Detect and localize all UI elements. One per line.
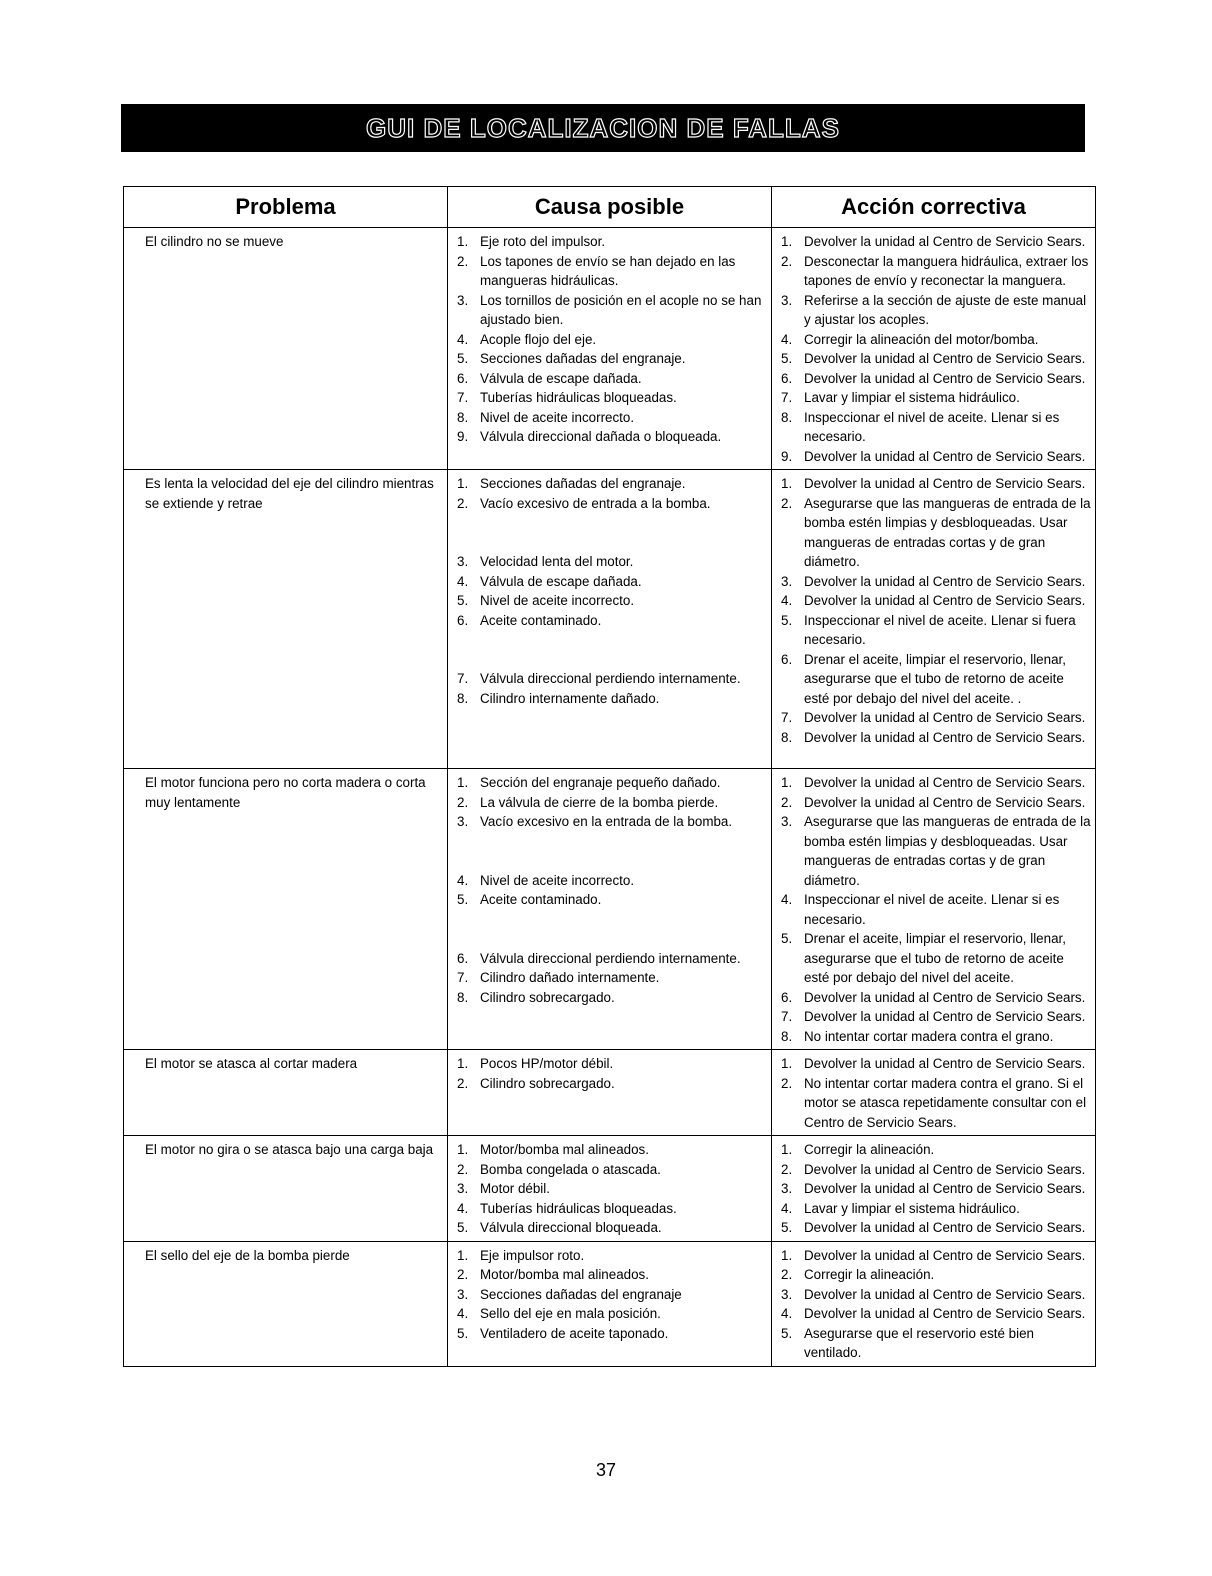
item-text: Vacío excesivo en la entrada de la bomba.: [480, 814, 733, 829]
item-number: 5.: [781, 1325, 793, 1341]
problem-cell: [124, 1050, 448, 1136]
list-item: [451, 572, 768, 592]
item-text: Ventiladero de aceite taponado.: [480, 1325, 669, 1341]
item-number: 2.: [781, 1161, 793, 1177]
item-number: 7.: [781, 390, 793, 405]
item-number: 1.: [781, 1142, 793, 1157]
cause-cell: [448, 1050, 772, 1136]
problem-text: El cilindro no se mueve: [145, 234, 284, 249]
item-text: Eje roto del impulsor.: [480, 234, 606, 249]
item-number: 4.: [781, 892, 793, 907]
problem-text: El sello del eje de la bomba pierde: [145, 1247, 350, 1263]
item-text: Devolver la unidad al Centro de Servicio Sears.: [804, 370, 1086, 386]
list-item: [451, 552, 768, 572]
list-item: [451, 611, 768, 631]
item-text: Referirse a la sección de ajuste de este manual y ajustar los acoples.: [804, 292, 1087, 327]
item-number: 4.: [781, 593, 793, 608]
header-action: Acción correctiva: [772, 187, 1096, 228]
list-item: [451, 427, 768, 447]
list-item: [775, 1179, 1092, 1199]
problem-text: Es lenta la velocidad del eje del cilindro mientras se extiende y retrae: [145, 476, 434, 511]
item-number: 2.: [781, 1075, 793, 1091]
item-text: Devolver la unidad al Centro de Servicio Sears.: [804, 775, 1086, 790]
item-text: Bomba congelada o atascada.: [480, 1161, 661, 1177]
item-text: Secciones dañadas del engranaje: [480, 1286, 682, 1302]
item-number: 6.: [457, 950, 469, 966]
item-text: Devolver la unidad al Centro de Servicio Sears.: [804, 1286, 1086, 1302]
list-item: [775, 1285, 1092, 1305]
list-item: [451, 494, 768, 514]
list-item: [775, 447, 1092, 467]
table-row: [124, 1136, 1096, 1242]
list-item: [451, 968, 768, 988]
list-item: [451, 949, 768, 969]
item-number: 2.: [781, 495, 793, 511]
item-number: 5.: [457, 593, 469, 608]
list-item: [775, 1218, 1092, 1238]
table-row: [124, 470, 1096, 769]
header-cause: Causa posible: [448, 187, 772, 228]
item-number: 1.: [781, 1056, 793, 1071]
list-item: [775, 812, 1092, 890]
item-number: 9.: [457, 429, 469, 444]
item-text: No intentar cortar madera contra el grano.: [804, 1028, 1054, 1044]
list-item: [451, 1285, 768, 1305]
item-number: 3.: [457, 1181, 469, 1196]
list-item: [451, 388, 768, 408]
item-number: 1.: [781, 476, 793, 491]
item-text: Devolver la unidad al Centro de Servicio Sears.: [804, 729, 1086, 745]
item-number: 5.: [781, 931, 793, 946]
item-text: Sección del engranaje pequeño dañado.: [480, 775, 721, 790]
action-cell: [772, 1050, 1096, 1136]
list-item: [775, 611, 1092, 650]
item-number: 8.: [457, 690, 469, 706]
item-number: 2.: [457, 1075, 469, 1091]
list-item: [451, 689, 768, 709]
item-text: Devolver la unidad al Centro de Servicio Sears.: [804, 573, 1086, 589]
item-text: Nivel de aceite incorrecto.: [480, 593, 635, 608]
list-item: [775, 388, 1092, 408]
cause-cell: [448, 470, 772, 769]
action-cell-list: [775, 474, 1092, 747]
list-item: [775, 252, 1092, 291]
item-text: Motor/bomba mal alineados.: [480, 1142, 649, 1157]
list-item: [451, 871, 768, 891]
list-item: [451, 1074, 768, 1094]
item-text: Devolver la unidad al Centro de Servicio Sears.: [804, 1220, 1086, 1235]
list-item: [451, 349, 768, 369]
item-text: Válvula direccional dañada o bloqueada.: [480, 429, 722, 444]
list-item: [775, 650, 1092, 709]
item-text: Desconectar la manguera hidráulica, extraer los tapones de envío y reconectar la manguera.: [804, 253, 1089, 288]
item-text: Motor débil.: [480, 1181, 550, 1196]
item-text: Devolver la unidad al Centro de Servicio Sears.: [804, 1009, 1086, 1024]
action-cell: [772, 1241, 1096, 1366]
item-text: Devolver la unidad al Centro de Servicio Sears.: [804, 710, 1086, 725]
item-text: Vacío excesivo de entrada a la bomba.: [480, 495, 711, 511]
item-number: 4.: [457, 573, 469, 589]
item-number: 6.: [457, 370, 469, 386]
list-item: [451, 890, 768, 910]
list-item: [775, 1246, 1092, 1266]
item-number: 5.: [457, 351, 469, 366]
item-number: 1.: [457, 1247, 469, 1263]
item-text: Motor/bomba mal alineados.: [480, 1267, 649, 1282]
item-number: 3.: [457, 292, 469, 308]
list-item: [775, 708, 1092, 728]
problem-cell: [124, 470, 448, 769]
item-number: 2.: [457, 495, 469, 511]
item-text: Devolver la unidad al Centro de Servicio Sears.: [804, 476, 1086, 491]
item-text: Devolver la unidad al Centro de Servicio Sears.: [804, 1306, 1086, 1321]
item-number: 3.: [781, 1286, 793, 1302]
item-text: No intentar cortar madera contra el grano. Si el motor se atasca repetidamente consultar con el Centro de Servicio Sears.: [804, 1075, 1087, 1130]
list-item: [775, 988, 1092, 1008]
list-item: [775, 291, 1092, 330]
item-text: Devolver la unidad al Centro de Servicio Sears.: [804, 448, 1086, 464]
list-item: [451, 1218, 768, 1238]
item-number: 3.: [781, 292, 793, 308]
item-number: 7.: [457, 970, 469, 985]
item-text: Asegurarse que el reservorio esté bien ventilado.: [804, 1325, 1035, 1360]
item-number: 1.: [781, 234, 793, 249]
item-number: 8.: [781, 1028, 793, 1044]
action-cell-list: [775, 232, 1092, 466]
list-item: [775, 773, 1092, 793]
cause-cell-list: [451, 474, 768, 708]
list-item: [775, 474, 1092, 494]
item-text: Devolver la unidad al Centro de Servicio Sears.: [804, 989, 1086, 1005]
list-item: [775, 793, 1092, 813]
item-text: Drenar el aceite, limpiar el reservorio, llenar, asegurarse que el tubo de retorno de aceite esté por debajo del nivel del aceite. .: [804, 651, 1066, 706]
item-number: 1.: [457, 1056, 469, 1071]
item-number: 4.: [457, 1306, 469, 1321]
item-text: Devolver la unidad al Centro de Servicio Sears.: [804, 1161, 1086, 1177]
item-text: Válvula de escape dañada.: [480, 573, 642, 589]
troubleshooting-table: [123, 186, 1096, 1367]
item-text: Los tornillos de posición en el acople no se han ajustado bien.: [480, 292, 762, 327]
item-number: 4.: [781, 1306, 793, 1321]
item-text: Asegurarse que las mangueras de entrada de la bomba estén limpias y desbloqueadas. Usar mangueras de entradas cortas y de gran diámetro.: [804, 814, 1091, 888]
item-text: Secciones dañadas del engranaje.: [480, 351, 686, 366]
item-text: Devolver la unidad al Centro de Servicio Sears.: [804, 1056, 1086, 1071]
item-text: Velocidad lenta del motor.: [480, 554, 634, 569]
item-text: Lavar y limpiar el sistema hidráulico.: [804, 1200, 1020, 1216]
table-row: [124, 228, 1096, 470]
item-text: Corregir la alineación.: [804, 1267, 935, 1282]
action-cell: [772, 1136, 1096, 1242]
list-item: [775, 1007, 1092, 1027]
action-cell-list: [775, 1140, 1092, 1238]
item-text: Inspeccionar el nivel de aceite. Llenar si es necesario.: [804, 892, 1060, 927]
list-item: [775, 591, 1092, 611]
item-text: Asegurarse que las mangueras de entrada de la bomba estén limpias y desbloqueadas. Usar mangueras de entradas cortas y de gran diámetro.: [804, 495, 1091, 569]
item-number: 6.: [781, 370, 793, 386]
problem-text: El motor funciona pero no corta madera o corta muy lentamente: [145, 775, 426, 810]
table-row: [124, 1241, 1096, 1366]
item-text: Nivel de aceite incorrecto.: [480, 872, 635, 888]
cause-cell: [448, 769, 772, 1050]
item-number: 1.: [781, 775, 793, 790]
item-number: 4.: [781, 1200, 793, 1216]
item-number: 2.: [457, 794, 469, 810]
list-item: [451, 988, 768, 1008]
list-item: [451, 1265, 768, 1285]
item-text: Válvula direccional perdiendo internamente.: [480, 950, 741, 966]
list-item: [775, 408, 1092, 447]
item-number: 3.: [781, 1181, 793, 1196]
item-text: Drenar el aceite, limpiar el reservorio, llenar, asegurarse que el tubo de retorno de aceite esté por debajo del nivel del aceite.: [804, 931, 1066, 985]
item-text: Pocos HP/motor débil.: [480, 1056, 614, 1071]
item-number: 8.: [457, 409, 469, 425]
item-text: Válvula de escape dañada.: [480, 370, 642, 386]
cause-cell: [448, 1136, 772, 1242]
item-number: 5.: [781, 612, 793, 628]
list-item: [451, 369, 768, 389]
item-number: 7.: [457, 671, 469, 686]
item-text: Cilindro sobrecargado.: [480, 1075, 615, 1091]
item-number: 8.: [457, 989, 469, 1005]
list-item: [775, 1304, 1092, 1324]
item-number: 3.: [457, 1286, 469, 1302]
list-item: [451, 330, 768, 350]
item-text: Devolver la unidad al Centro de Servicio Sears.: [804, 1181, 1086, 1196]
item-number: 4.: [781, 331, 793, 347]
item-number: 7.: [457, 390, 469, 405]
item-number: 1.: [457, 775, 469, 790]
item-number: 1.: [781, 1247, 793, 1263]
item-number: 4.: [457, 872, 469, 888]
list-item: [775, 890, 1092, 929]
list-item: [775, 1265, 1092, 1285]
item-number: 2.: [457, 1267, 469, 1282]
cause-cell-list: [451, 232, 768, 447]
list-item: [451, 232, 768, 252]
item-number: 3.: [457, 554, 469, 569]
list-item: [451, 291, 768, 330]
list-item: [451, 1179, 768, 1199]
item-text: Devolver la unidad al Centro de Servicio Sears.: [804, 1247, 1086, 1263]
item-text: La válvula de cierre de la bomba pierde.: [480, 794, 719, 810]
item-number: 1.: [457, 1142, 469, 1157]
table-header-row: [124, 187, 1096, 228]
action-cell: [772, 228, 1096, 470]
list-item: [451, 408, 768, 428]
item-text: Cilindro sobrecargado.: [480, 989, 615, 1005]
item-number: 9.: [781, 448, 793, 464]
list-item: [775, 1140, 1092, 1160]
list-item: [775, 929, 1092, 988]
list-item: [451, 591, 768, 611]
item-number: 6.: [781, 989, 793, 1005]
action-cell-list: [775, 1054, 1092, 1132]
table-row: [124, 1050, 1096, 1136]
item-number: 8.: [781, 409, 793, 425]
item-text: Tuberías hidráulicas bloqueadas.: [480, 1200, 677, 1216]
item-text: Lavar y limpiar el sistema hidráulico.: [804, 390, 1020, 405]
item-number: 2.: [781, 794, 793, 810]
item-number: 6.: [781, 651, 793, 667]
list-item: [775, 1074, 1092, 1133]
item-number: 6.: [457, 612, 469, 628]
list-item: [775, 572, 1092, 592]
item-number: 1.: [457, 234, 469, 249]
item-text: Inspeccionar el nivel de aceite. Llenar si es necesario.: [804, 409, 1060, 444]
cause-cell-list: [451, 1140, 768, 1238]
item-number: 5.: [457, 892, 469, 907]
action-cell-list: [775, 1246, 1092, 1363]
list-item: [451, 474, 768, 494]
problem-cell: [124, 769, 448, 1050]
item-number: 5.: [457, 1325, 469, 1341]
list-item: [451, 793, 768, 813]
list-item: [451, 669, 768, 689]
item-text: Corregir la alineación del motor/bomba.: [804, 331, 1039, 347]
list-item: [451, 812, 768, 832]
item-text: Aceite contaminado.: [480, 612, 602, 628]
list-item: [451, 1324, 768, 1344]
item-number: 4.: [457, 1200, 469, 1216]
item-text: Tuberías hidráulicas bloqueadas.: [480, 390, 677, 405]
item-number: 3.: [781, 573, 793, 589]
item-number: 2.: [781, 1267, 793, 1282]
table-row: [124, 769, 1096, 1050]
item-text: Aceite contaminado.: [480, 892, 602, 907]
cause-cell-list: [451, 773, 768, 1007]
item-text: Inspeccionar el nivel de aceite. Llenar si fuera necesario.: [804, 612, 1076, 647]
list-item: [775, 232, 1092, 252]
list-item: [775, 369, 1092, 389]
page-banner: [121, 104, 1085, 152]
cause-cell: [448, 228, 772, 470]
list-item: [451, 1246, 768, 1266]
list-item: [775, 1054, 1092, 1074]
item-number: 5.: [781, 351, 793, 366]
problem-text: El motor no gira o se atasca bajo una carga baja: [145, 1142, 434, 1157]
item-text: Nivel de aceite incorrecto.: [480, 409, 635, 425]
action-cell: [772, 470, 1096, 769]
list-item: [451, 1140, 768, 1160]
list-item: [775, 728, 1092, 748]
item-text: Válvula direccional bloqueada.: [480, 1220, 662, 1235]
banner-title: GUI DE LOCALIZACION DE FALLAS: [366, 112, 840, 143]
item-text: Los tapones de envío se han dejado en las mangueras hidráulicas.: [480, 253, 736, 288]
problem-cell: [124, 1136, 448, 1242]
item-number: 8.: [781, 729, 793, 745]
cause-cell-list: [451, 1246, 768, 1344]
item-number: 5.: [781, 1220, 793, 1235]
item-text: Sello del eje en mala posición.: [480, 1306, 661, 1321]
list-item: [451, 1054, 768, 1074]
problem-cell: [124, 228, 448, 470]
item-text: Devolver la unidad al Centro de Servicio Sears.: [804, 794, 1086, 810]
item-number: 7.: [781, 710, 793, 725]
item-text: Válvula direccional perdiendo internamente.: [480, 671, 741, 686]
problem-text: El motor se atasca al cortar madera: [145, 1056, 358, 1071]
item-text: Eje impulsor roto.: [480, 1247, 585, 1263]
list-item: [775, 1160, 1092, 1180]
item-number: 5.: [457, 1220, 469, 1235]
list-item: [451, 1199, 768, 1219]
page-number: 37: [595, 1460, 617, 1480]
list-item: [775, 1324, 1092, 1363]
list-item: [451, 773, 768, 793]
item-text: Corregir la alineación.: [804, 1142, 935, 1157]
item-text: Cilindro dañado internamente.: [480, 970, 660, 985]
list-item: [451, 252, 768, 291]
list-item: [451, 1160, 768, 1180]
action-cell: [772, 769, 1096, 1050]
header-problem: Problema: [124, 187, 448, 228]
problem-cell: [124, 1241, 448, 1366]
item-text: Devolver la unidad al Centro de Servicio Sears.: [804, 351, 1086, 366]
list-item: [775, 349, 1092, 369]
list-item: [775, 1027, 1092, 1047]
item-text: Acople flojo del eje.: [480, 331, 597, 347]
item-number: 4.: [457, 331, 469, 347]
action-cell-list: [775, 773, 1092, 1046]
item-number: 7.: [781, 1009, 793, 1024]
list-item: [775, 1199, 1092, 1219]
list-item: [775, 494, 1092, 572]
item-number: 2.: [457, 253, 469, 269]
item-text: Secciones dañadas del engranaje.: [480, 476, 686, 491]
item-text: Cilindro internamente dañado.: [480, 690, 660, 706]
item-text: Devolver la unidad al Centro de Servicio Sears.: [804, 234, 1086, 249]
item-number: 1.: [457, 476, 469, 491]
list-item: [451, 1304, 768, 1324]
item-number: 2.: [781, 253, 793, 269]
cause-cell: [448, 1241, 772, 1366]
item-number: 2.: [457, 1161, 469, 1177]
cause-cell-list: [451, 1054, 768, 1093]
list-item: [775, 330, 1092, 350]
item-number: 3.: [457, 814, 469, 829]
item-number: 3.: [781, 814, 793, 829]
item-text: Devolver la unidad al Centro de Servicio Sears.: [804, 593, 1086, 608]
